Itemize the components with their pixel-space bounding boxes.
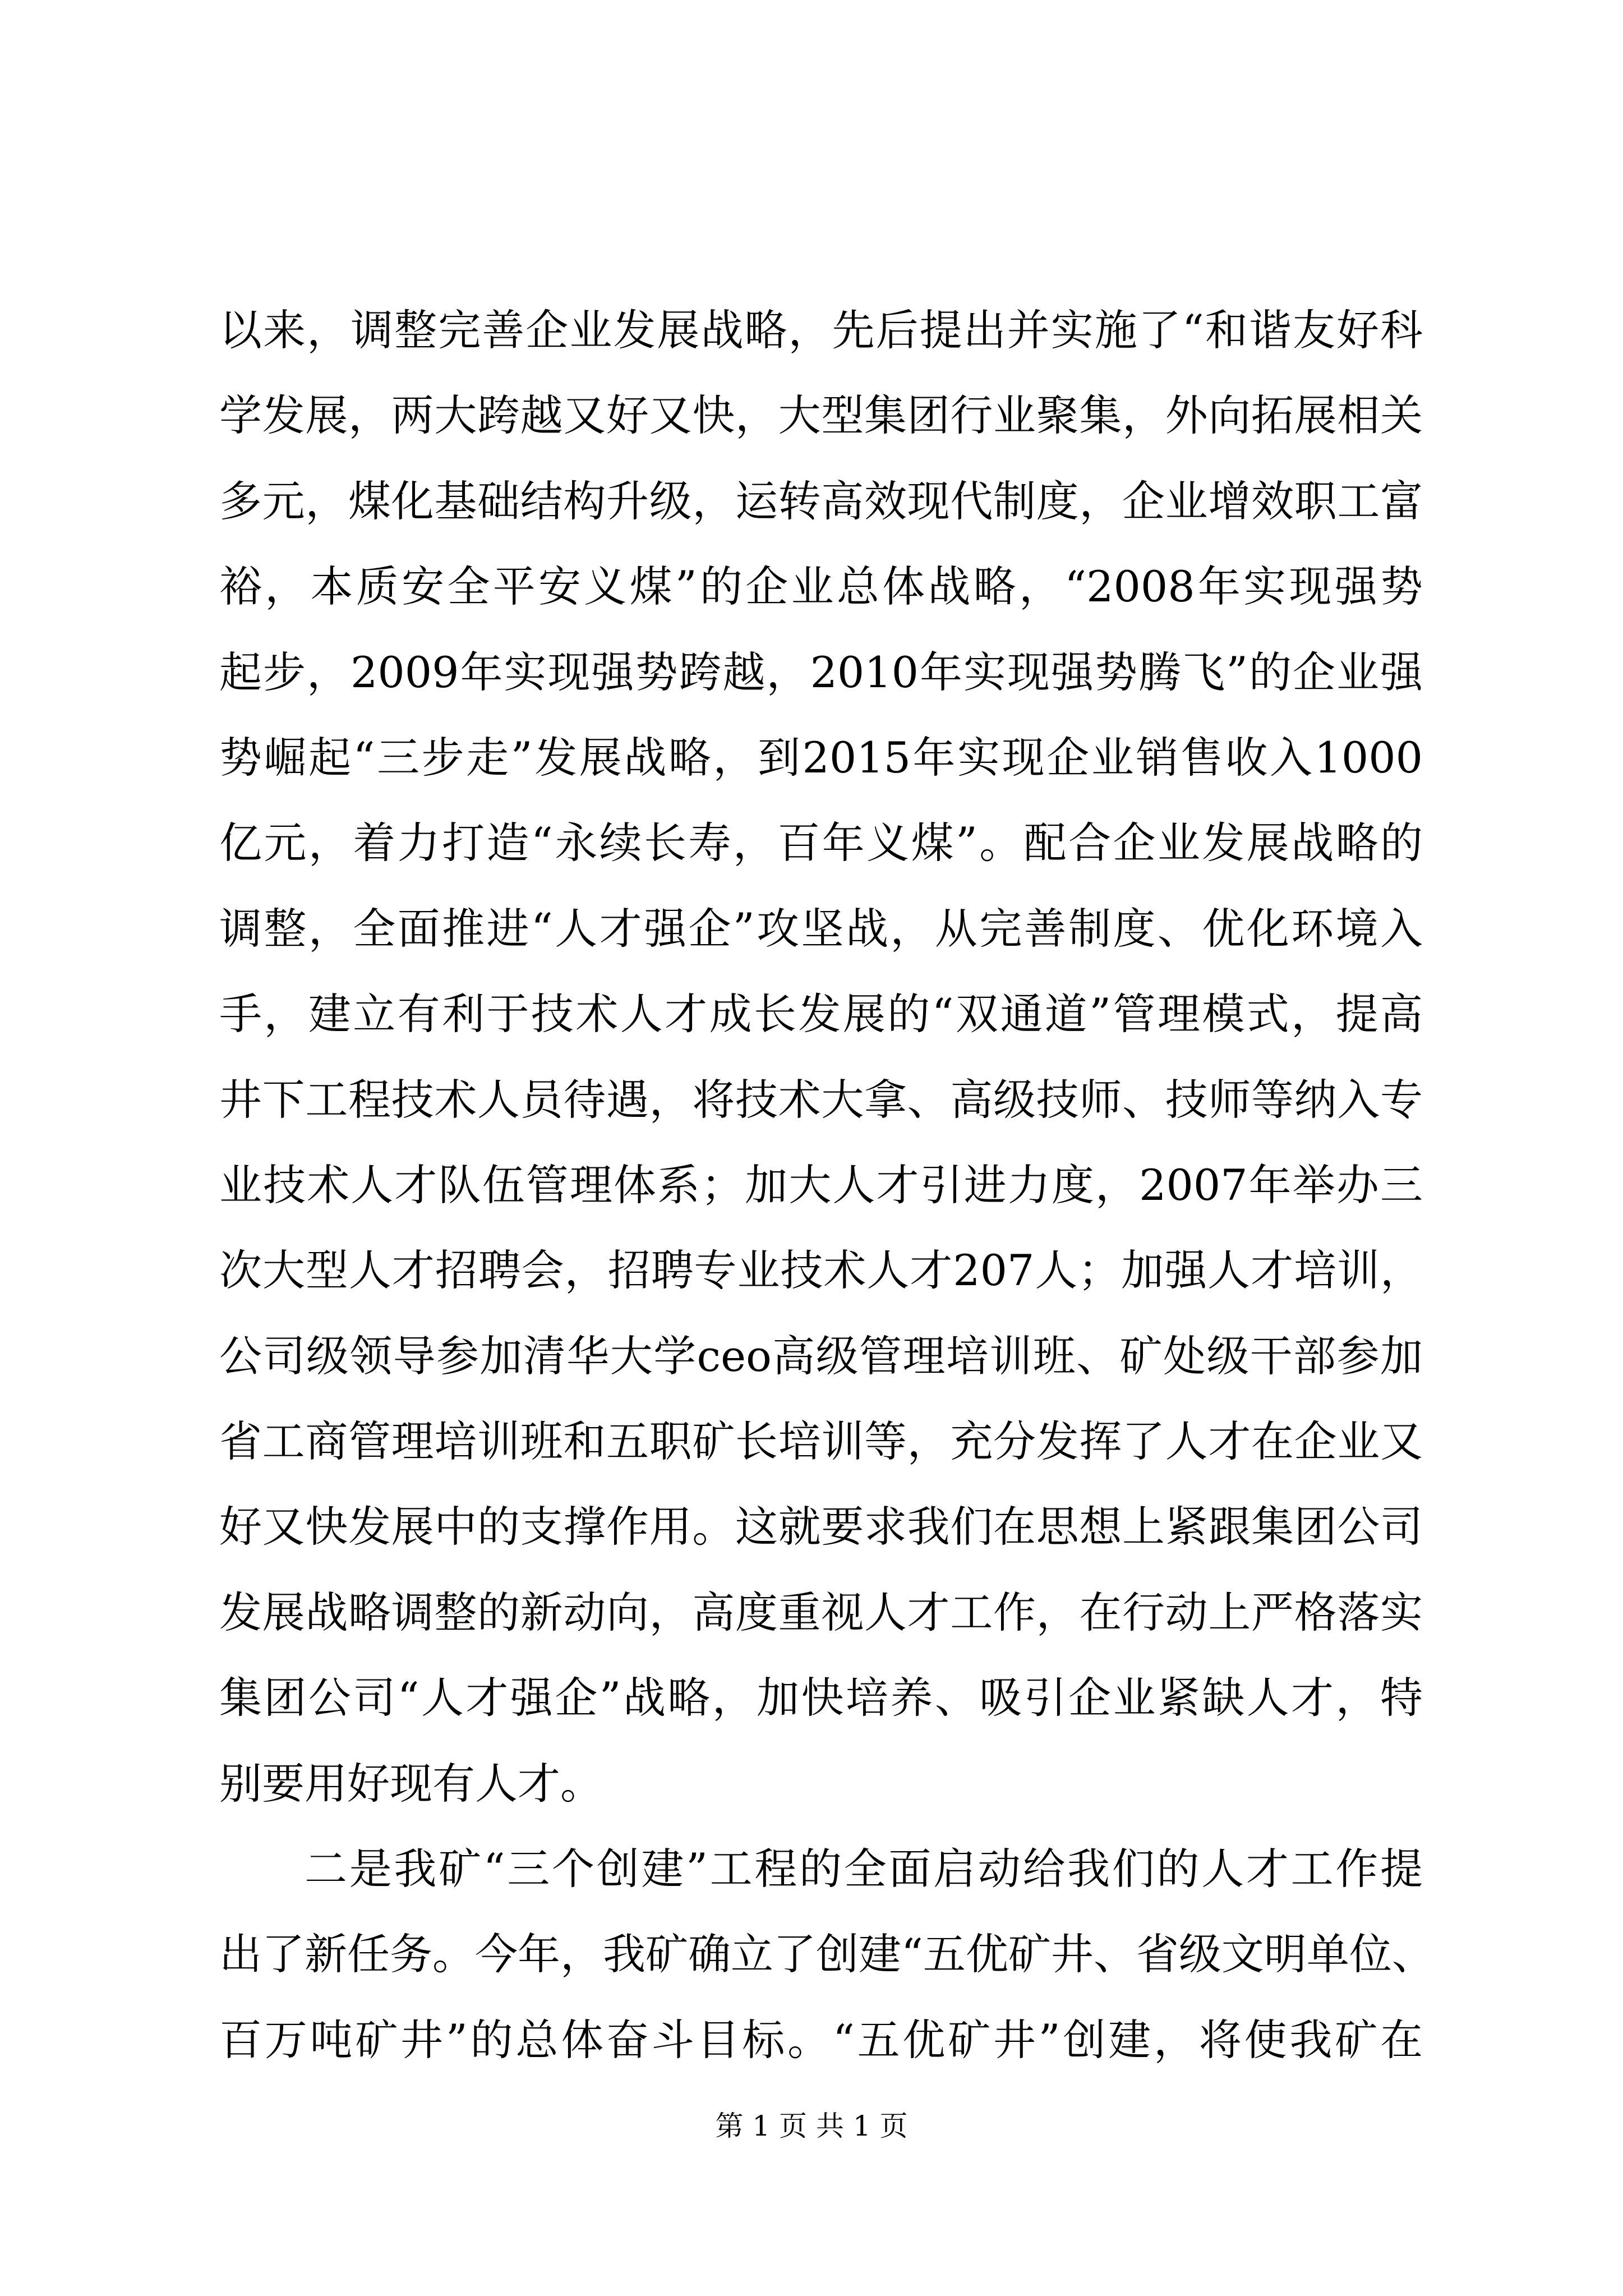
text-line: 别要用好现有人才。	[219, 1758, 603, 1809]
text-line: 学发展，两大跨越又好又快，大型集团行业聚集，外向拓展相关	[219, 390, 1423, 441]
text-line: 集团公司“人才强企”战略，加快培养、吸引企业紧缺人才，特	[219, 1673, 1423, 1723]
text-line: 起步，2009年实现强势跨越，2010年实现强势腾飞”的企业强	[219, 647, 1423, 697]
page-footer	[0, 2106, 1623, 2146]
text-line: 裕，本质安全平安义煤”的企业总体战略，“2008年实现强势	[219, 562, 1423, 612]
text-line: 好又快发展中的支撑作用。这就要求我们在思想上紧跟集团公司	[219, 1502, 1423, 1552]
text-line: 百万吨矿井”的总体奋斗目标。“五优矿井”创建，将使我矿在	[219, 2014, 1423, 2065]
text-line: 多元，煤化基础结构升级，运转高效现代制度，企业增效职工富	[219, 476, 1423, 526]
text-line: 井下工程技术人员待遇，将技术大拿、高级技师、技师等纳入专	[219, 1074, 1423, 1125]
text-line: 发展战略调整的新动向，高度重视人才工作，在行动上严格落实	[219, 1587, 1423, 1637]
paragraph-first-line: 二是我矿“三个创建”工程的全面启动给我们的人才工作提	[305, 1844, 1423, 1894]
text-line: 手，建立有利于技术人才成长发展的“双通道”管理模式，提高	[219, 989, 1423, 1039]
text-line: 公司级领导参加清华大学ceo高级管理培训班、矿处级干部参加	[219, 1331, 1423, 1381]
text-line: 势崛起“三步走”发展战略，到2015年实现企业销售收入1000	[219, 732, 1423, 783]
document-body	[219, 288, 1435, 2083]
text-line: 调整，全面推进“人才强企”攻坚战，从完善制度、优化环境入	[219, 903, 1423, 954]
text-line: 以来，调整完善企业发展战略，先后提出并实施了“和谐友好科	[219, 305, 1423, 355]
text-line: 出了新任务。今年，我矿确立了创建“五优矿井、省级文明单位、	[219, 1929, 1435, 1980]
text-line: 亿元，着力打造“永续长寿，百年义煤”。配合企业发展战略的	[219, 818, 1423, 868]
text-line: 次大型人才招聘会，招聘专业技术人才207人；加强人才培训，	[219, 1245, 1423, 1296]
text-line: 省工商管理培训班和五职矿长培训等，充分发挥了人才在企业又	[219, 1416, 1423, 1467]
text-line: 业技术人才队伍管理体系；加大人才引进力度，2007年举办三	[219, 1159, 1423, 1210]
page-number-label: 第 1 页 共 1 页	[715, 2110, 908, 2142]
